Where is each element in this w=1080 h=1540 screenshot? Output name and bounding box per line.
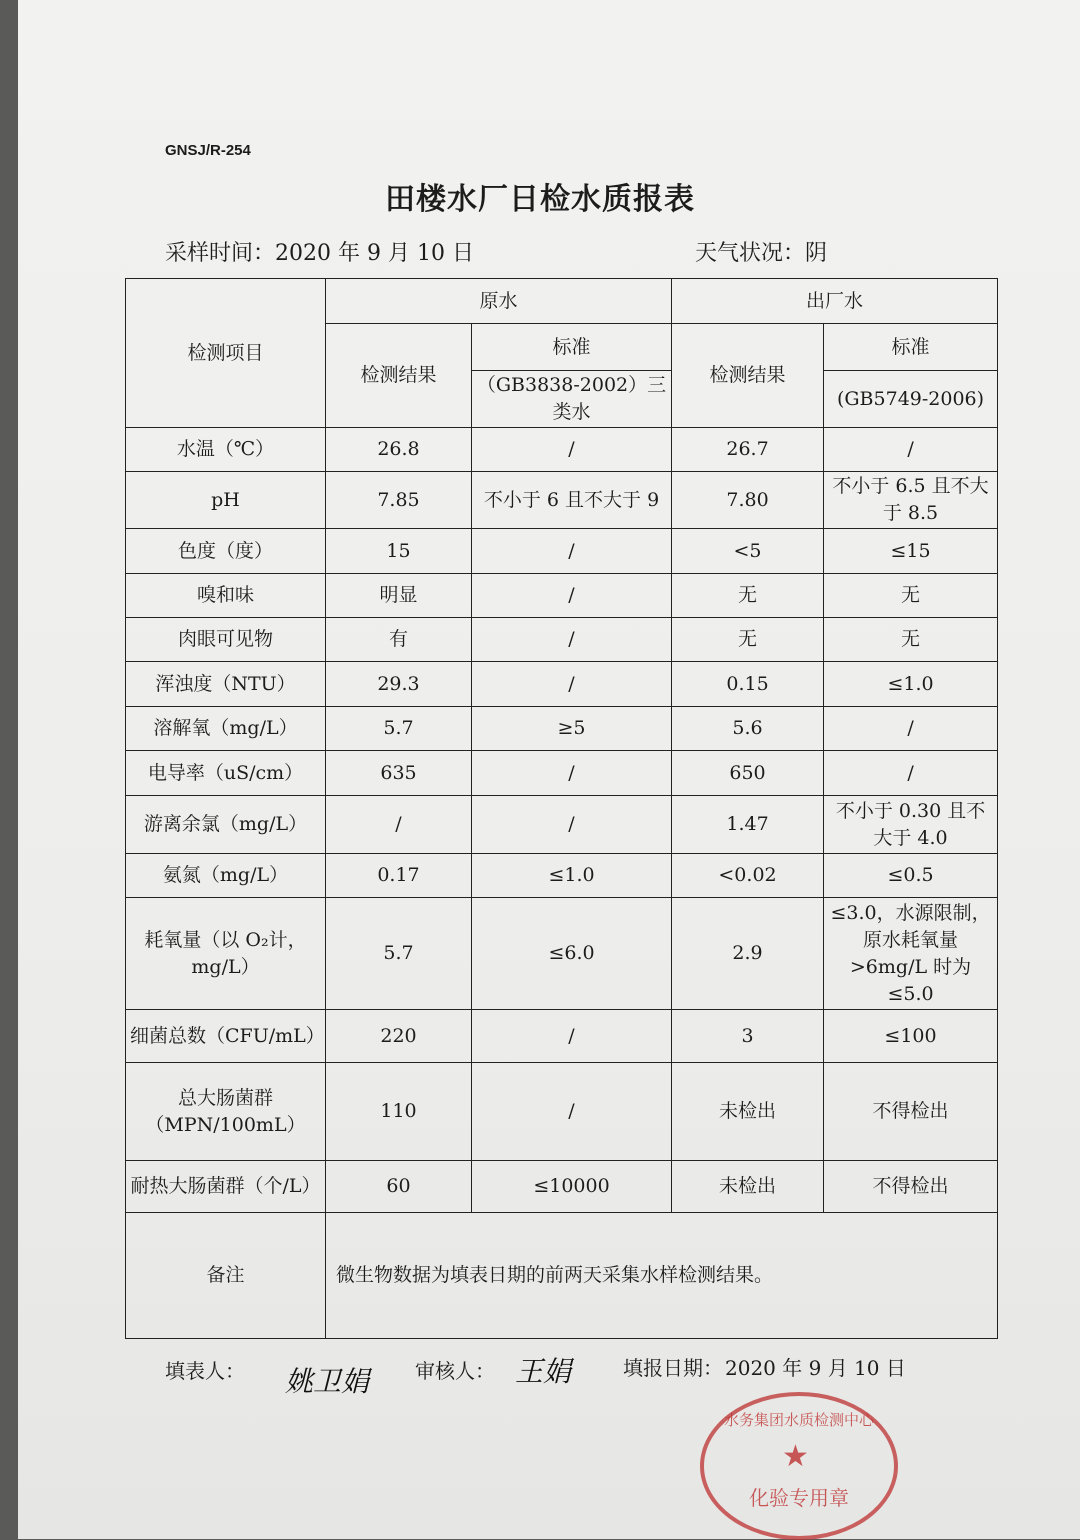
cell-out-result: 0.15 [672,662,824,707]
cell-raw-result: 0.17 [326,854,472,898]
cell-out-result: 未检出 [672,1063,824,1161]
cell-raw-result: 29.3 [326,662,472,707]
cell-raw-result: / [326,796,472,854]
cell-item: 电导率（uS/cm） [126,751,326,796]
cell-item: 耗氧量（以 O₂计，mg/L） [126,898,326,1010]
cell-raw-result: 635 [326,751,472,796]
header-out-result: 检测结果 [672,324,824,428]
cell-item: 浑浊度（NTU） [126,662,326,707]
header-raw-standard-code: （GB3838-2002）三类水 [472,371,672,428]
water-quality-table [125,278,998,1339]
table-row [126,751,998,796]
header-item: 检测项目 [126,279,326,428]
cell-item: 游离余氯（mg/L） [126,796,326,854]
cell-raw-result: 15 [326,529,472,574]
cell-item: 肉眼可见物 [126,618,326,662]
cell-out-result: 未检出 [672,1161,824,1213]
header-raw-result: 检测结果 [326,324,472,428]
cell-raw-standard: / [472,618,672,662]
document-code: GNSJ/R-254 [165,142,251,159]
table-row [126,1161,998,1213]
header-output-water: 出厂水 [672,279,998,324]
cell-raw-standard: 不小于 6 且不大于 9 [472,472,672,529]
remark-row [126,1213,998,1339]
header-out-standard-code: (GB5749-2006) [824,371,998,428]
page-title: 田楼水厂日检水质报表 [385,182,695,217]
official-stamp: 水务集团水质检测中心 ★ 化验专用章 [700,1392,898,1540]
table-row [126,796,998,854]
cell-raw-result: 7.85 [326,472,472,529]
cell-out-standard: 不小于 6.5 且不大于 8.5 [824,472,998,529]
cell-raw-standard: / [472,1063,672,1161]
filler-label: 填表人： [165,1359,245,1383]
cell-out-result: 无 [672,574,824,618]
cell-out-standard: / [824,707,998,751]
cell-item: 色度（度） [126,529,326,574]
table-row [126,472,998,529]
date-label: 填报日期： [623,1356,723,1380]
table-row [126,662,998,707]
cell-out-result: 5.6 [672,707,824,751]
cell-raw-result: 5.7 [326,898,472,1010]
cell-item: pH [126,472,326,529]
cell-raw-result: 220 [326,1010,472,1063]
cell-raw-result: 明显 [326,574,472,618]
weather: 天气状况：阴 [695,241,828,266]
reviewer-label: 审核人： [415,1359,495,1383]
cell-raw-standard: ≤1.0 [472,854,672,898]
cell-raw-result: 有 [326,618,472,662]
table-row [126,1010,998,1063]
cell-item: 总大肠菌群（MPN/100mL） [126,1063,326,1161]
date-value: 2020 年 9 月 10 日 [725,1356,906,1380]
cell-item: 溶解氧（mg/L） [126,707,326,751]
cell-out-standard: 无 [824,574,998,618]
table-row [126,707,998,751]
cell-out-result: 7.80 [672,472,824,529]
cell-out-standard: / [824,751,998,796]
cell-out-standard: ≤3.0，水源限制，原水耗氧量>6mg/L 时为≤5.0 [824,898,998,1010]
sampling-time: 采样时间：2020 年 9 月 10 日 [165,241,474,266]
cell-raw-standard: / [472,796,672,854]
star-icon: ★ [782,1439,809,1474]
cell-out-result: 26.7 [672,428,824,472]
cell-out-result: 1.47 [672,796,824,854]
header-raw-water: 原水 [326,279,672,324]
cell-out-standard: 无 [824,618,998,662]
cell-raw-result: 26.8 [326,428,472,472]
cell-out-standard: / [824,428,998,472]
cell-out-result: <0.02 [672,854,824,898]
table-row [126,854,998,898]
cell-raw-standard: / [472,529,672,574]
table-row [126,529,998,574]
cell-item: 耐热大肠菌群（个/L） [126,1161,326,1213]
cell-raw-result: 5.7 [326,707,472,751]
cell-item: 嗅和味 [126,574,326,618]
header-raw-standard: 标准 [472,324,672,371]
cell-out-standard: ≤1.0 [824,662,998,707]
cell-out-standard: 不得检出 [824,1063,998,1161]
cell-raw-result: 60 [326,1161,472,1213]
cell-out-standard: 不得检出 [824,1161,998,1213]
header-out-standard: 标准 [824,324,998,371]
cell-item: 水温（℃） [126,428,326,472]
table-row [126,618,998,662]
table-row [126,428,998,472]
table-row [126,574,998,618]
cell-raw-standard: / [472,751,672,796]
reviewer-signature: 王娟 [515,1355,572,1388]
cell-item: 细菌总数（CFU/mL） [126,1010,326,1063]
cell-item: 氨氮（mg/L） [126,854,326,898]
cell-out-standard: ≤15 [824,529,998,574]
table-row [126,898,998,1010]
table-row [126,1063,998,1161]
remark-text: 微生物数据为填表日期的前两天采集水样检测结果。 [326,1213,998,1339]
cell-out-standard: 不小于 0.30 且不大于 4.0 [824,796,998,854]
cell-out-standard: ≤100 [824,1010,998,1063]
cell-raw-standard: / [472,662,672,707]
cell-raw-standard: ≤10000 [472,1161,672,1213]
cell-raw-standard: ≤6.0 [472,898,672,1010]
cell-out-result: <5 [672,529,824,574]
cell-raw-standard: ≥5 [472,707,672,751]
cell-raw-standard: / [472,1010,672,1063]
cell-out-standard: ≤0.5 [824,854,998,898]
cell-raw-standard: / [472,574,672,618]
cell-out-result: 3 [672,1010,824,1063]
cell-out-result: 2.9 [672,898,824,1010]
cell-raw-standard: / [472,428,672,472]
cell-out-result: 650 [672,751,824,796]
cell-out-result: 无 [672,618,824,662]
filler-signature: 姚卫娟 [285,1365,370,1398]
cell-raw-result: 110 [326,1063,472,1161]
remark-label: 备注 [126,1213,326,1339]
